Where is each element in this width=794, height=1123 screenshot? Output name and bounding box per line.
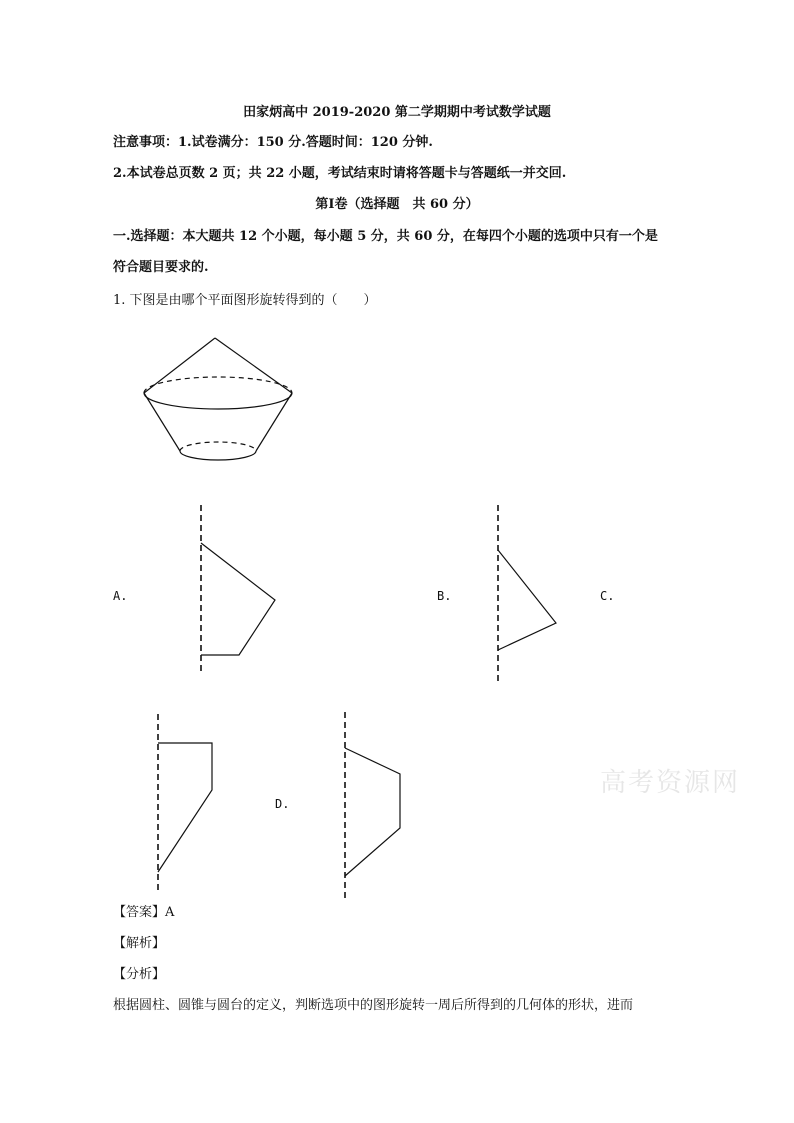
analysis-label: 【解析】 [113,936,166,951]
section-instruction-2: 符合题目要求的. [113,260,209,275]
page-title: 田家炳高中 2019-2020 第二学期期中考试数学试题 [243,105,551,120]
question-stem: 1. 下图是由哪个平面图形旋转得到的（ ） [113,293,377,308]
option-a-label[interactable]: A. [113,589,128,603]
option-d-shape [345,748,400,876]
option-b-label[interactable]: B. [437,589,452,603]
section-title: 第Ⅰ卷（选择题 共 60 分） [315,197,479,212]
breakdown-label: 【分析】 [113,967,166,982]
explanation-text: 根据圆柱、圆锥与圆台的定义，判断选项中的图形旋转一周后所得到的几何体的形状，进而 [113,998,634,1013]
option-c-label[interactable]: C. [600,589,615,603]
notice-line-1: 注意事项：1.试卷满分：150 分.答题时间：120 分钟. [113,135,433,150]
section-instruction-1: 一.选择题：本大题共 12 个小题，每小题 5 分，共 60 分，在每四个小题的选项中只有一个是 [113,229,658,244]
option-d-label[interactable]: D. [275,797,290,811]
answer-line: 【答案】A [113,905,175,920]
watermark: 高考资源网 [600,768,741,798]
notice-line-2: 2.本试卷总页数 2 页；共 22 小题，考试结束时请将答题卡与答题纸一并交回. [113,166,567,181]
